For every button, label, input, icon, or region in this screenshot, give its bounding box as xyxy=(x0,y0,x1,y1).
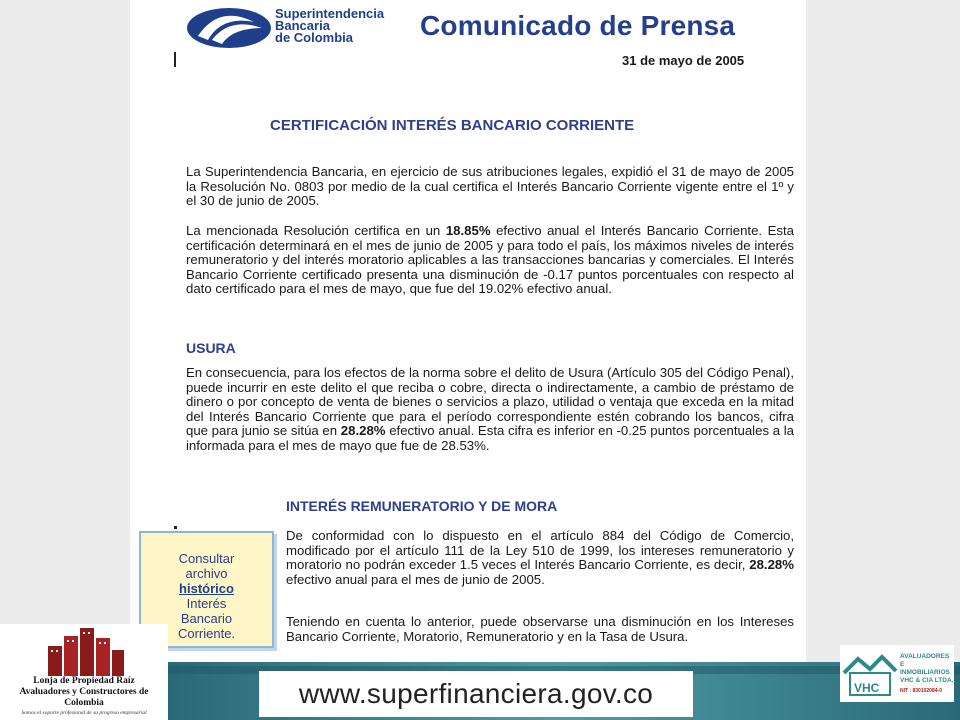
paragraph-1: La Superintendencia Bancaria, en ejercicio de sus atribuciones legales, expidió el 31 de mayo de 2005 la Resolución No. 0803 por medio de la cual certifica el Interés Bancario Corriente vigente entre el 1º y el 30 de junio de 2005. xyxy=(186,164,794,209)
mora-rate-highlight: 28.28% xyxy=(749,557,794,573)
heading-certificacion: CERTIFICACIÓN INTERÉS BANCARIO CORRIENTE xyxy=(270,117,635,134)
vhc-mark: VHC xyxy=(854,681,880,695)
lonja-brand xyxy=(0,624,168,720)
right-margin xyxy=(806,0,960,720)
lonja-tagline: Somos el soporte profesional de su progreso empresarial xyxy=(21,710,147,716)
buildings-logo-icon xyxy=(40,626,130,676)
heading-usura: USURA xyxy=(186,340,236,356)
house-logo-icon xyxy=(842,649,898,697)
org-name: Superintendencia Bancaria de Colombia xyxy=(275,6,385,45)
vhc-nit: NIT : 830102084-0 xyxy=(900,688,942,694)
vhc-name: AVALUADORES E INMOBILIARIOS VHC & CIA LTDA. xyxy=(900,653,954,684)
paragraph-2: La mencionada Resolución certifica en un 18.85% efectivo anual el Interés Bancario Corriente. Esta certificación determinará en el mes de junio de 2005 y para todo el país, los máximos niveles de interés remuneratorio y del interés moratorio aplicables a las transacciones bancarias y comerciales. El Interés Bancario Corriente certificado presenta una disminución de -0.17 puntos porcentuales con respecto al dato certificado para el mes de mayo, que fue del 19.02% efectivo anual. xyxy=(186,223,795,297)
paragraph-5: Teniendo en cuenta lo anterior, puede observarse una disminución en los Intereses Bancario Corriente, Moratorio, Remuneratorio y en la Tasa de Usura. xyxy=(286,614,794,644)
left-margin xyxy=(0,0,130,720)
margin-mark xyxy=(174,52,176,67)
lonja-title: Lonja de Propiedad Raíz Avaluadores y Constructores de Colombia xyxy=(19,676,149,708)
historic-archive-callout[interactable]: Consultar archivo histórico Interés Bancario Corriente. xyxy=(139,531,274,648)
heading-remuneratorio: INTERÉS REMUNERATORIO Y DE MORA xyxy=(286,498,558,514)
vhc-brand xyxy=(840,645,954,702)
superintendencia-logo-icon xyxy=(184,6,274,50)
footer-url[interactable]: www.superfinanciera.gov.co xyxy=(259,671,693,717)
historic-link[interactable]: histórico xyxy=(179,581,234,596)
rate-highlight: 18.85% xyxy=(445,223,491,238)
bullet-mark xyxy=(174,526,177,529)
paragraph-4: De conformidad con lo dispuesto en el artículo 884 del Código de Comercio, modificado por el artículo 111 de la Ley 510 de 1999, los intereses remuneratorio y moratorio no podrán exceder 1.5 veces el Interés Bancario Corriente, es decir, 28.28% efectivo anual para el mes de junio de 2005. xyxy=(286,528,794,587)
paragraph-3: En consecuencia, para los efectos de la norma sobre el delito de Usura (Artículo 305 del Código Penal), puede incurrir en este delito el que reciba o cobre, directa o indirectamente, a cambio de préstamo de dinero o por concepto de venta de bienes o servicios a plazo, utilidad o ventaja que exceda en la mitad del Interés Bancario Corriente que para el período correspondiente estén cobrando los bancos, cifra que para junio se sitúa en 28.28% efectivo anual. Esta cifra es inferior en -0.25 puntos porcentuales a la informada para el mes de mayo que fue de 28.53%. xyxy=(186,365,794,453)
document-title: Comunicado de Prensa xyxy=(420,10,736,41)
usura-rate-highlight: 28.28% xyxy=(340,423,386,439)
document-date: 31 de mayo de 2005 xyxy=(622,53,745,68)
